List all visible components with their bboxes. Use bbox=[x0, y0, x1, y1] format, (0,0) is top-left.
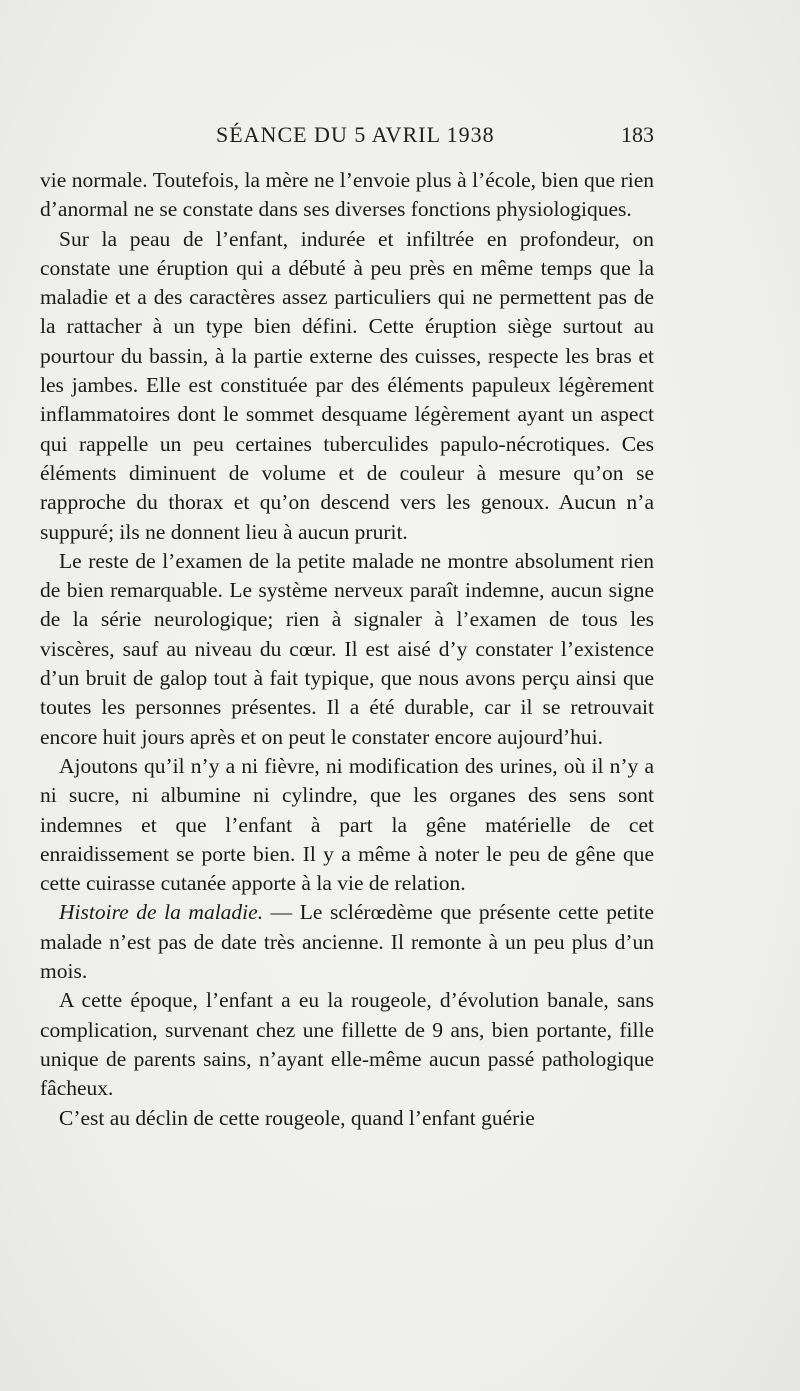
paragraph bbox=[40, 898, 654, 986]
running-head: SÉANCE DU 5 AVRIL 1938 bbox=[216, 122, 495, 147]
paragraph bbox=[40, 986, 654, 1103]
paragraph-text: — Le sclérœdème que présente cette petite malade n’est pas de date très ancienne. Il remonte à un peu plus d’un mois. bbox=[40, 900, 654, 984]
section-heading: Histoire de la maladie. bbox=[59, 900, 264, 925]
paragraph-text: Ajoutons qu’il n’y a ni fièvre, ni modification des urines, où il n’y a ni sucre, ni albumine ni cylindre, que les organes des sens sont indemnes et que l’enfant à part la gêne matérielle de cet enraidissement se porte bien. Il y a même à noter le peu de gêne que cette cuirasse cutanée apporte à la vie de relation. bbox=[40, 753, 654, 896]
paragraph-text: C’est au déclin de cette rougeole, quand l’enfant guérie bbox=[59, 1105, 535, 1130]
paragraph-text: A cette époque, l’enfant a eu la rougeole, d’évolution banale, sans complication, survenant chez une fillette de 9 ans, bien portante, fille unique de parents sains, n’ayant elle-même aucun passé pathologique fâcheux. bbox=[40, 988, 654, 1101]
paragraph bbox=[40, 225, 654, 547]
paragraph-text: vie normale. Toutefois, la mère ne l’envoie plus à l’école, bien que rien d’anormal ne se constate dans ses diverses fonctions physiologiques. bbox=[40, 168, 654, 222]
paragraph bbox=[40, 1104, 654, 1133]
page-header bbox=[40, 122, 654, 152]
body-text bbox=[40, 166, 654, 1133]
paragraph bbox=[40, 752, 654, 898]
paragraph-text: Le reste de l’examen de la petite malade ne montre absolument rien de bien remarquable. Le système nerveux paraît indemne, aucun signe de la série neurologique; rien à signaler à l’examen de tous les viscères, sauf au niveau du cœur. Il est aisé d’y constater l’existence d’un bruit de galop tout à fait typique, que nous avons perçu ainsi que toutes les personnes présentes. Il a été durable, car il se retrouvait encore huit jours après et on peut le constater encore aujourd’hui. bbox=[40, 548, 654, 749]
paragraph bbox=[40, 166, 654, 225]
page-number: 183 bbox=[621, 122, 654, 147]
paragraph bbox=[40, 547, 654, 752]
paragraph-text: Sur la peau de l’enfant, indurée et infiltrée en profondeur, on constate une éruption qui a débuté à peu près en même temps que la maladie et a des caractères assez particuliers qui ne permettent pas de la rattacher à un type bien défini. Cette éruption siège surtout au pourtour du bassin, à la partie externe des cuisses, respecte les bras et les jambes. Elle est constituée par des éléments papuleux légèrement inflammatoires dont le sommet desquame légèrement ayant un aspect qui rappelle un peu certaines tuberculides papulo-nécrotiques. Ces éléments diminuent de volume et de couleur à mesure qu’on se rapproche du thorax et qu’on descend vers les genoux. Aucun n’a suppuré; ils ne donnent lieu à aucun prurit. bbox=[40, 226, 654, 544]
